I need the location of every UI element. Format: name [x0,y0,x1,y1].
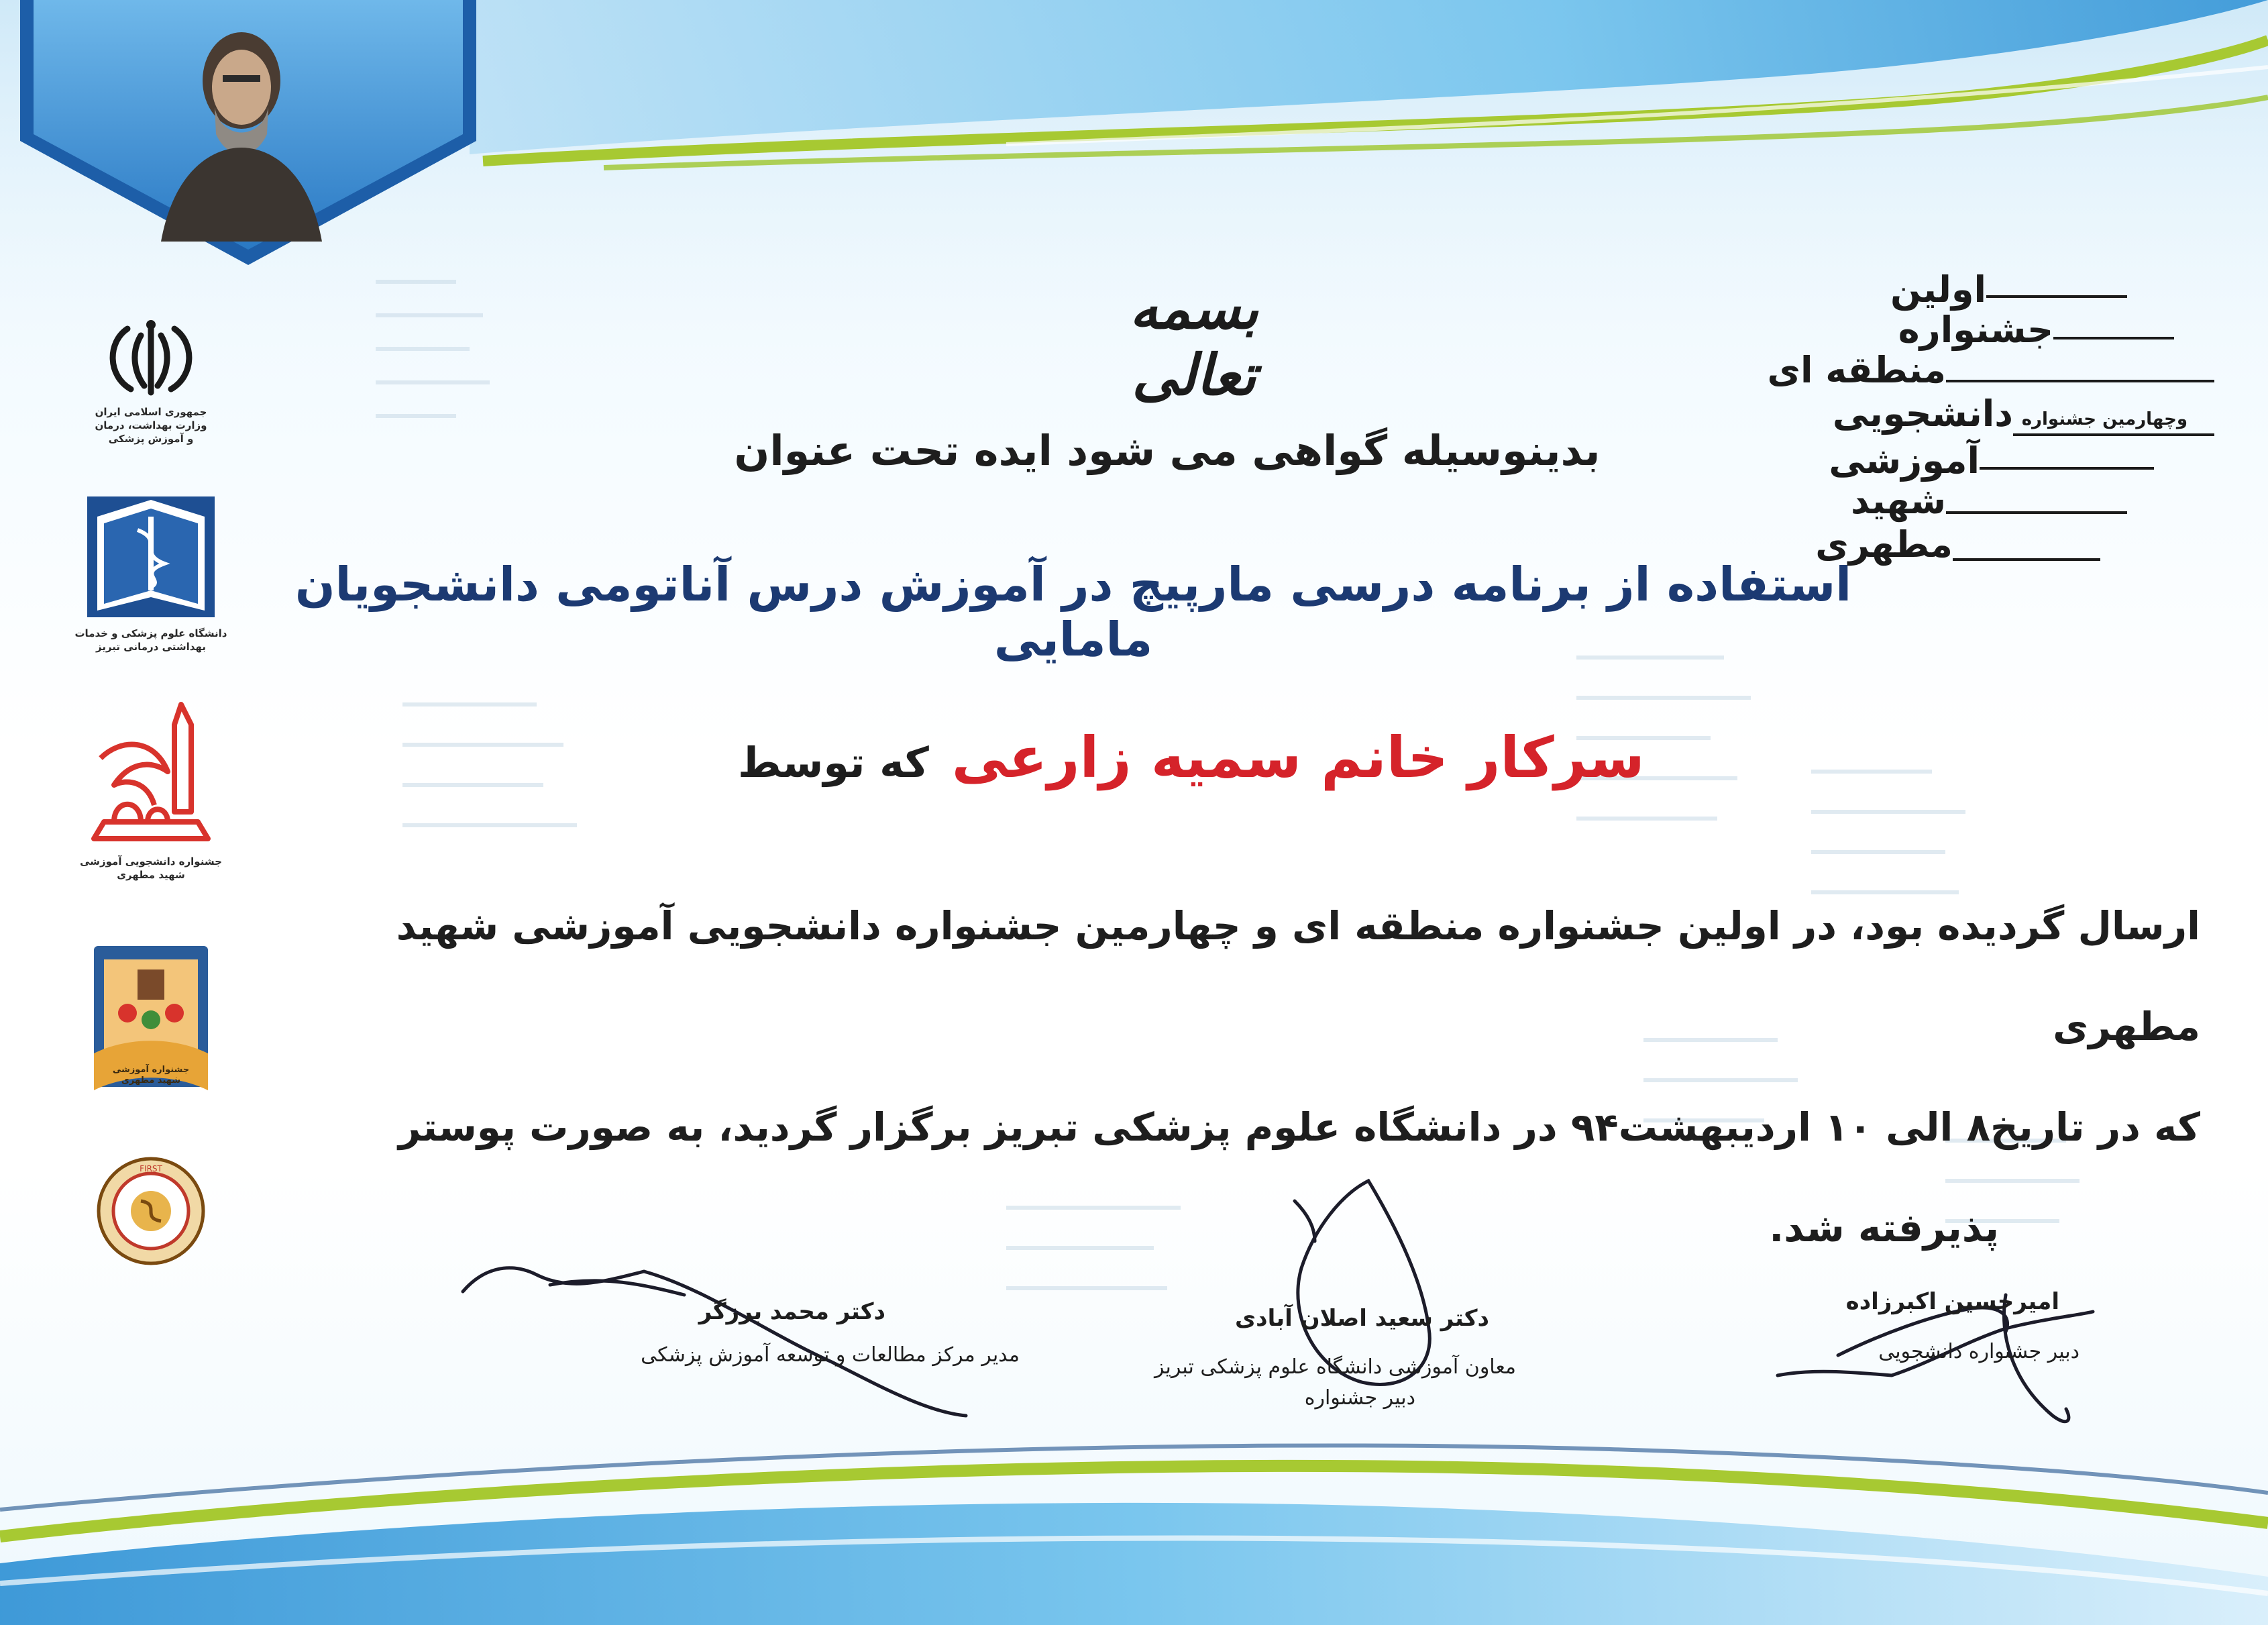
ministry-caption: جمهوری اسلامی ایران وزارت بهداشت، درمان و آموزش پزشکی [95,406,207,445]
fest-line-3: منطقه ای [1767,349,1946,391]
festival-caption: جشنواره دانشجویی آموزشی شهید مطهری [80,855,222,881]
fest-line-4: دانشجویی [1832,392,2013,435]
recipient-name: سرکار خانم سمیه زارعی [951,725,1645,790]
signer-name-2: دکتر سعید اصلان آبادی [1234,1305,1489,1332]
signer-name-3: امیرحسین اکبرزاده [1845,1288,2059,1315]
signer-role-1: مدیر مرکز مطالعات و توسعه آموزش پزشکی [641,1343,1020,1367]
svg-text:FIRST: FIRST [140,1164,162,1173]
bismillah-heading: بسمه تعالی [1130,275,1258,408]
university-caption: دانشگاه علوم پزشکی و خدمات بهداشتی درمانی تبریز [74,627,227,653]
signature-block-3 [1771,1288,2080,1367]
signer-name-1: دکتر محمد برزگر [698,1298,885,1325]
fest-line-1: اولین [1890,268,1986,311]
body-line-3: پذیرفته شد. [1769,1205,1999,1251]
signature-block-1 [523,1298,1020,1371]
fest-line-2: جشنواره [1898,309,2053,351]
by-prefix: که توسط [738,738,929,787]
fest-line-4-small: وچهارمین جشنواره [2021,409,2188,429]
signature-block-2 [1140,1305,1516,1414]
body-line-1: ارسال گردیده بود، در اولین جشنواره منطقه ای و چهارمین جشنواره دانشجویی آموزشی شهید مطهری [396,903,2200,1049]
fest-line-5: آموزشی [1829,439,1980,482]
certificate-intro: بدینوسیله گواهی می شود ایده تحت عنوان [734,426,1601,475]
signer-role-2b: دبیر جشنواره [1304,1386,1415,1410]
book-logo-text: جشنواره آموزشی [112,1065,190,1075]
body-line-2: که در تاریخ۸ الی ۱۰ اردیبهشت۹۴ در دانشگاه علوم پزشکی تبریز برگزار گردید، به صورت پوستر [398,1104,2200,1150]
fest-line-7: مطهری [1815,523,1953,566]
idea-title: استفاده از برنامه درسی مارپیچ در آموزش درس آناتومی دانشجویان مامایی [294,557,1852,667]
signer-role-3: دبیر جشنواره دانشجویی [1878,1340,2080,1363]
fest-line-6: شهید [1851,480,1946,522]
book-logo-text-2: شهید مطهری [121,1076,181,1086]
signer-role-2: معاون آموزشی دانشگاه علوم پزشکی تبریز [1154,1355,1516,1379]
